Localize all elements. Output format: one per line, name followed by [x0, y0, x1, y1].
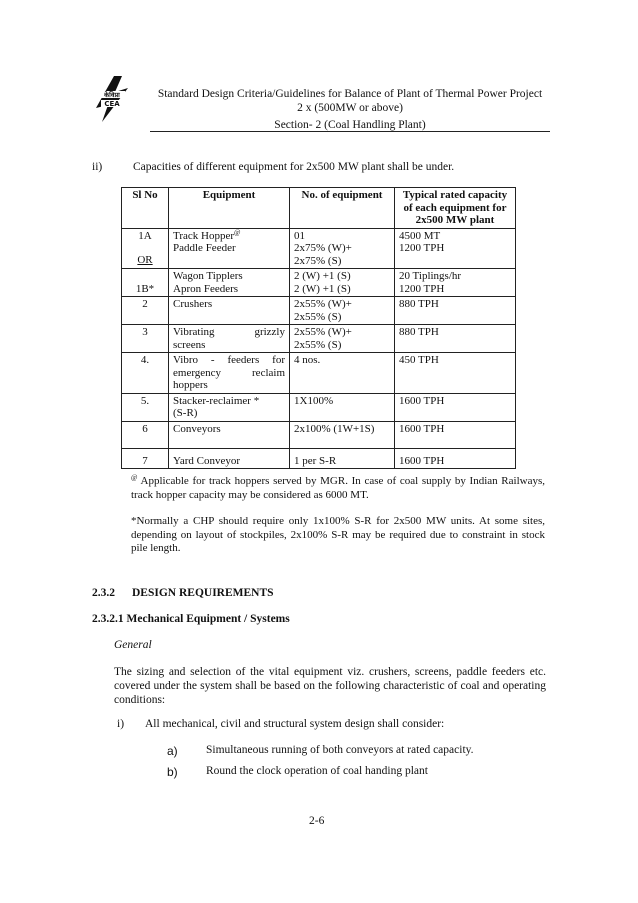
sub-item-b-letter: b)	[167, 765, 178, 779]
table-row	[122, 297, 516, 325]
table-cell: 1600 TPH	[395, 393, 516, 421]
table-cell: 6	[122, 421, 169, 448]
table-cell: 1X100%	[290, 393, 395, 421]
eq-row3-line1: Vibrating grizzly	[173, 326, 285, 338]
table-row	[122, 448, 516, 469]
table-cell: Crushers	[169, 297, 290, 325]
table-cell: 4.	[122, 353, 169, 394]
table-cell	[395, 269, 516, 297]
eq-row4-line1: Vibro - feeders for	[173, 354, 285, 366]
table-cell: 7	[122, 448, 169, 469]
sl-or: OR	[137, 254, 153, 266]
footnote-stacker-reclaimer: *Normally a CHP should require only 1x100% S-R for 2x500 MW units. At some sites, depending on layout of stockpiles, 2x100% S-R may be required due to constraint in stock pile length.	[131, 515, 545, 554]
page-number: 2-6	[309, 815, 325, 827]
header-rule	[150, 131, 550, 132]
eq-row1b: Wagon Tipplers Apron Feeders	[173, 270, 243, 295]
eq-row4-line3: hoppers	[173, 379, 208, 391]
table-cell	[395, 228, 516, 269]
section-number: 2.3.2	[92, 587, 115, 599]
eq-row4-line2: emergency reclaim	[173, 366, 285, 379]
cea-logo	[92, 74, 132, 124]
footnote-track-hopper	[131, 475, 545, 502]
table-cell	[122, 269, 169, 297]
cap-row1: 4500 MT 1200 TPH	[399, 229, 445, 254]
footnote-mark: @	[131, 473, 138, 482]
table-cell	[122, 228, 169, 269]
header-no-of-equipment: No. of equipment	[290, 188, 395, 229]
general-paragraph: The sizing and selection of the vital equipment viz. crushers, screens, paddle feeders etc. covered under the system shall be based on the following characteristic of coal and operating conditions:	[114, 666, 546, 706]
table-cell	[169, 325, 290, 353]
table-cell: 1600 TPH	[395, 448, 516, 469]
sub-item-a-text: Simultaneous running of both conveyors at rated capacity.	[206, 744, 474, 756]
sl-1a: 1A	[138, 229, 152, 242]
item-text: All mechanical, civil and structural system design shall consider:	[145, 718, 445, 730]
item-number: i)	[117, 718, 125, 730]
table-row	[122, 421, 516, 448]
table-cell: Yard Conveyor	[169, 448, 290, 469]
table-cell: 5.	[122, 393, 169, 421]
table-cell	[169, 353, 290, 394]
eq-row3-line2: screens	[173, 338, 206, 351]
svg-text:केविप्रा: केविप्रा	[104, 91, 120, 99]
svg-text:CEA: CEA	[104, 100, 120, 108]
table-cell: 4 nos.	[290, 353, 395, 394]
table-cell	[169, 228, 290, 269]
no-row2: 2x55% (W)+ 2x55% (S)	[294, 298, 352, 323]
header-equipment: Equipment	[169, 188, 290, 229]
table-cell	[169, 393, 290, 421]
section-label: Section- 2 (Coal Handling Plant)	[274, 119, 426, 131]
table-row	[122, 325, 516, 353]
table-cell: 3	[122, 325, 169, 353]
general-heading: General	[114, 639, 152, 651]
no-row1b: 2 (W) +1 (S) 2 (W) +1 (S)	[294, 270, 351, 295]
table-cell: 2x100% (1W+1S)	[290, 421, 395, 448]
table-cell	[290, 269, 395, 297]
table-cell: 450 TPH	[395, 353, 516, 394]
table-header-row	[122, 188, 516, 229]
footnote-text: Applicable for track hoppers served by MGR. In case of coal supply by Indian Railways, track hopper capacity may be considered as 6000 MT.	[131, 475, 545, 501]
header-capacity: Typical rated capacity of each equipment for 2x500 MW plant	[395, 188, 516, 229]
footnote-mark: @	[234, 227, 241, 236]
table-cell: 2	[122, 297, 169, 325]
table-cell	[290, 297, 395, 325]
eq-paddle-feeder: Paddle Feeder	[173, 242, 236, 254]
table-cell: 880 TPH	[395, 297, 516, 325]
table-cell	[169, 269, 290, 297]
table-row	[122, 228, 516, 269]
no-row3: 2x55% (W)+ 2x55% (S)	[294, 326, 352, 351]
table-cell: 880 TPH	[395, 325, 516, 353]
table-cell: 1 per S-R	[290, 448, 395, 469]
eq-track-hopper: Track Hopper	[173, 229, 234, 242]
table-cell	[290, 228, 395, 269]
document-subtitle: 2 x (500MW or above)	[297, 102, 403, 114]
intro-number: ii)	[92, 161, 103, 173]
table-row	[122, 393, 516, 421]
table-row	[122, 269, 516, 297]
document-title: Standard Design Criteria/Guidelines for Balance of Plant of Thermal Power Project	[157, 88, 543, 100]
eq-row5: Stacker-reclaimer * (S-R)	[173, 394, 260, 419]
no-row1: 01 2x75% (W)+ 2x75% (S)	[294, 229, 352, 267]
header-sl-no: Sl No	[122, 188, 169, 229]
capacity-table	[121, 187, 516, 469]
table-cell	[290, 325, 395, 353]
sl-1b: 1B*	[135, 282, 155, 295]
subsection-heading: 2.3.2.1 Mechanical Equipment / Systems	[92, 613, 290, 625]
sub-item-b-text: Round the clock operation of coal handing plant	[206, 765, 428, 777]
intro-text: Capacities of different equipment for 2x500 MW plant shall be under.	[133, 161, 455, 173]
table-cell: Conveyors	[169, 421, 290, 448]
cap-row1b: 20 Tiplings/hr 1200 TPH	[399, 270, 462, 295]
table-row	[122, 353, 516, 394]
table-cell: 1600 TPH	[395, 421, 516, 448]
sub-item-a-letter: a)	[167, 744, 178, 758]
section-title: DESIGN REQUIREMENTS	[132, 587, 274, 599]
